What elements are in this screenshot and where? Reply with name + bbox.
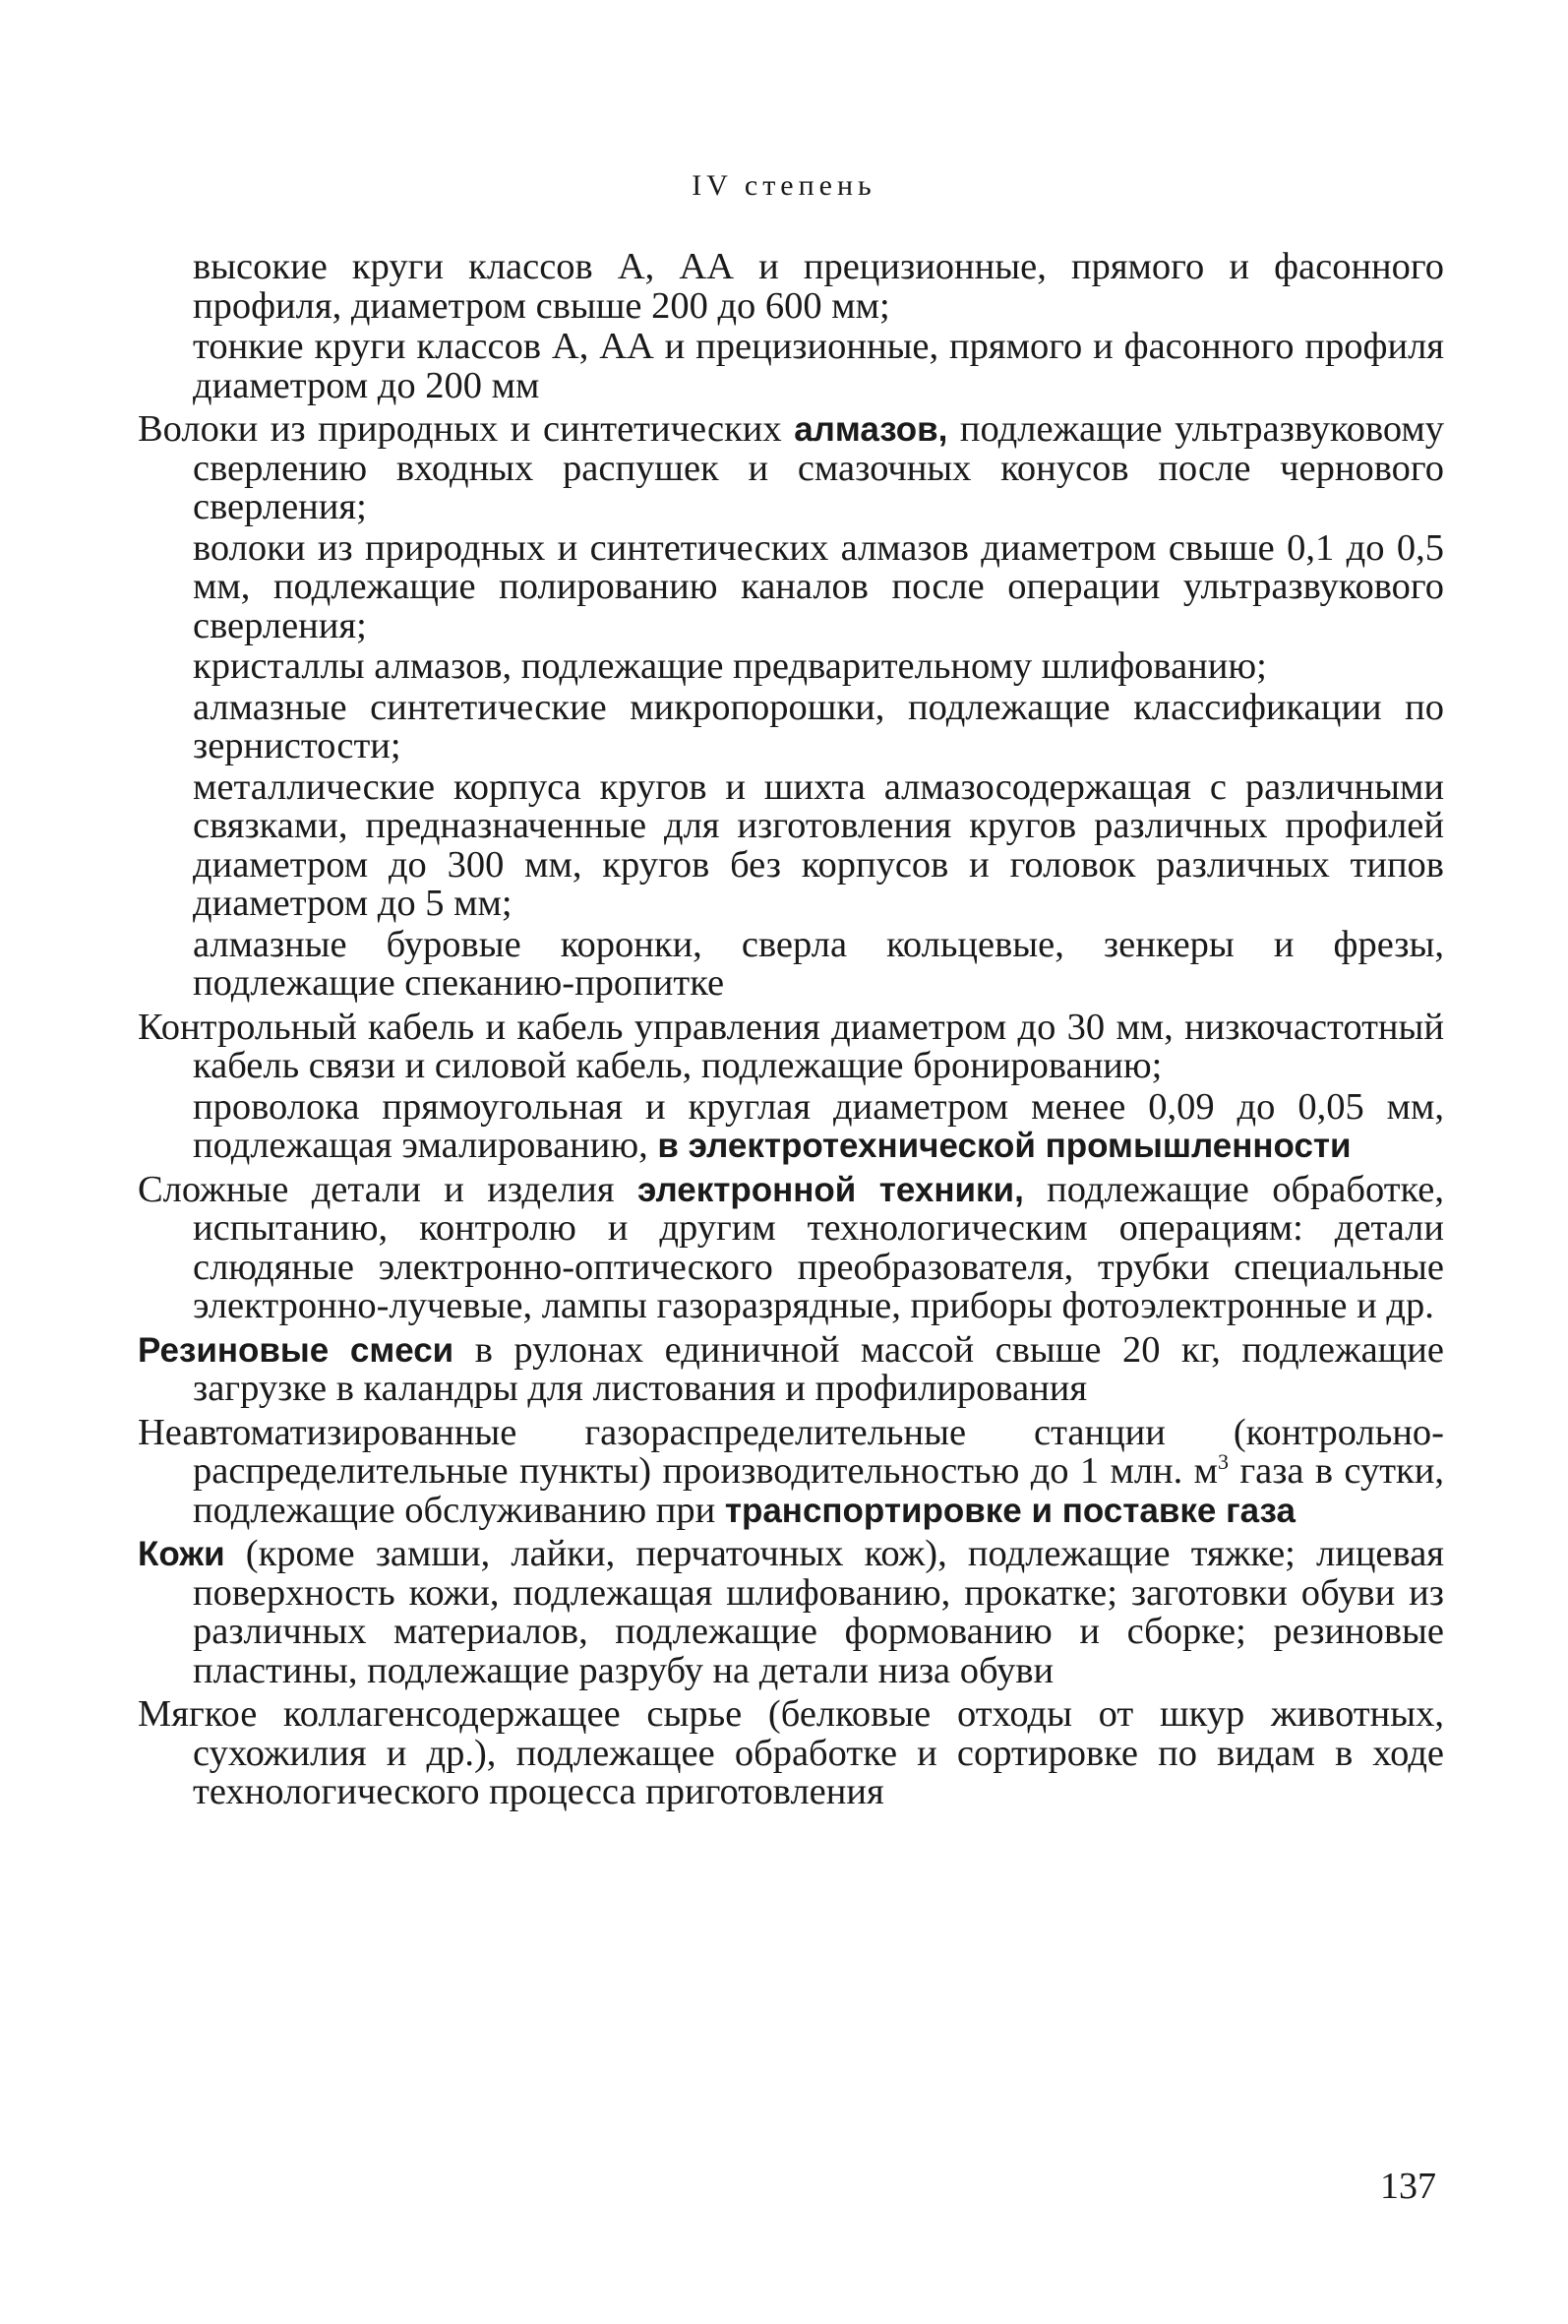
category-entry-rubber: Резиновые смеси в рулонах единичной массой свыше 20 кг, подлежащие загрузке в каландры для листования и профилирования [138,1328,1444,1409]
category-entry-leather: Кожи (кроме замши, лайки, перчаточных кож), подлежащие тяжке; лицевая поверхность кожи, подлежащая шлифованию, прокатке; заготовки обуви из различных материалов, подлежащие формованию и сборке; резиновые пластины, подлежащие разрубу на детали низа обуви [138,1533,1444,1691]
category-keyword: электронной техники, [637,1170,1024,1209]
category-entry-cable: Контрольный кабель и кабель управления диаметром до 30 мм, низкочастотный кабель связи и силовой кабель, подлежащие бронированию; [138,1006,1444,1086]
page-body [138,248,1444,1814]
list-item: проволока прямоугольная и круглая диаметром менее 0,09 до 0,05 мм, подлежащая эмалированию, в электротехнической промышленности [193,1085,1444,1166]
list-item: волоки из природных и синтетических алмазов диаметром свыше 0,1 до 0,5 мм, подлежащие полированию каналов после операции ультразвукового сверления; [193,526,1444,646]
list-item: металлические корпуса кругов и шихта алмазосодержащая с различными связками, предназначенные для изготовления кругов различных профилей диаметром до 300 мм, кругов без корпусов и головок различных типов диаметром до 5 мм; [193,765,1444,924]
category-keyword: транспортировке и поставке газа [724,1491,1296,1530]
category-entry-collagen: Мягкое коллагенсодержащее сырье (белковые отходы от шкур животных, сухожилия и др.), подлежащее обработке и сортировке по видам в ходе технологического процесса приготовления [138,1693,1444,1812]
category-keyword: алмазов, [794,410,948,449]
list-item: высокие круги классов А, АА и прецизионные, прямого и фасонного профиля, диаметром свыше 200 до 600 мм; [193,246,1444,327]
list-item: кристаллы алмазов, подлежащие предварительному шлифованию; [193,645,1267,687]
list-item: алмазные синтетические микропорошки, подлежащие классификации по зернистости; [193,686,1444,766]
category-entry-electronics: Сложные детали и изделия электронной техники, подлежащие обработке, испытанию, контролю и другим технологическим операциям: детали слюдяные электронно-оптического преобразователя, трубки специальные электронно-лучевые, лампы газоразрядные, приборы фотоэлектронные и др. [138,1168,1445,1326]
list-item: тонкие круги классов А, АА и прецизионные, прямого и фасонного профиля диаметром до 200 мм [193,326,1444,406]
superscript: 3 [1218,1449,1229,1475]
category-entry-diamonds: Волоки из природных и синтетических алмазов, подлежащие ультразвуковому сверлению входных распушек и смазочных конусов после чернового сверления; [138,408,1444,527]
category-keyword: в электротехнической промышленности [657,1127,1352,1165]
category-keyword: Резиновые смеси [138,1330,454,1370]
category-entry-gas: Неавтоматизированные газораспределительные станции (контрольно-распределительные пункты) производительностью до 1 млн. $м^3$ газа в сутки, подлежащие обслуживанию при транспортировке и поставке газа [138,1411,1444,1531]
category-keyword: Кожи [138,1535,225,1573]
page-number: 137 [1380,2166,1436,2207]
running-head: IV степень [692,169,876,202]
list-item: алмазные буровые коронки, сверла кольцевые, зенкеры и фрезы, подлежащие спеканию-пропитке [193,923,1444,1004]
